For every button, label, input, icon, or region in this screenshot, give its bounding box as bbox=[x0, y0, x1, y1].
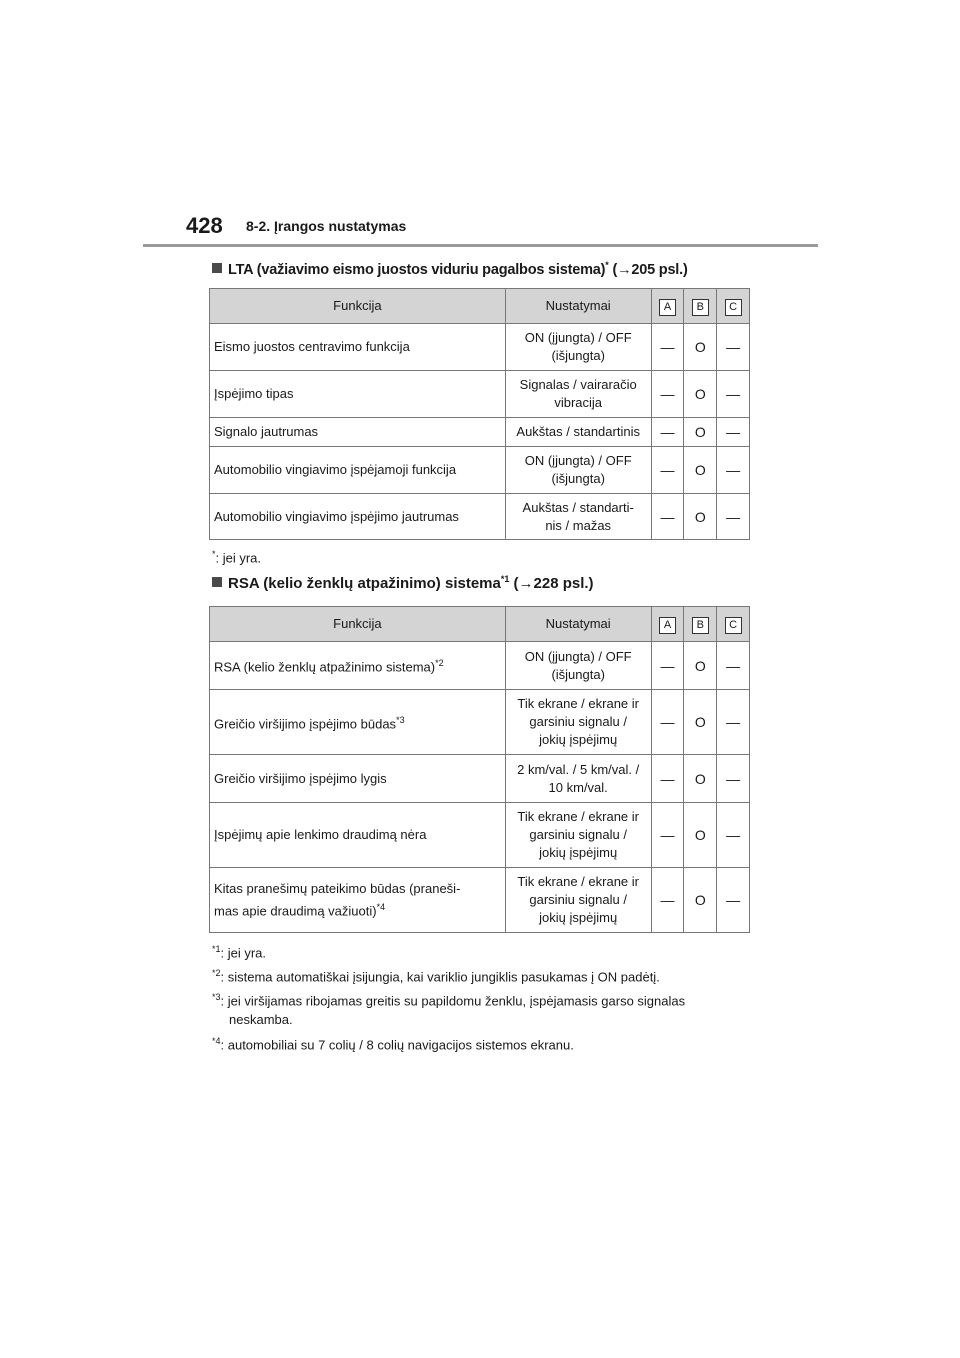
table-row bbox=[210, 868, 750, 933]
rsa-settings-table bbox=[209, 606, 750, 933]
row-mark-b: O bbox=[684, 447, 717, 494]
letter-c-icon: C bbox=[725, 299, 742, 316]
settings-line: ON (įjungta) / OFF bbox=[524, 648, 632, 664]
row-mark-c: — bbox=[717, 324, 750, 371]
lta-heading bbox=[212, 260, 688, 278]
row-settings: Aukštas / standartinis bbox=[505, 418, 651, 447]
table-row bbox=[210, 803, 750, 868]
row-settings bbox=[505, 324, 651, 371]
table-row bbox=[210, 324, 750, 371]
footnote-marker: *4 bbox=[212, 1036, 221, 1046]
settings-line: garsiniu signalu / bbox=[529, 827, 627, 842]
row-mark-b: O bbox=[684, 803, 717, 868]
row-function bbox=[210, 868, 506, 933]
rsa-heading-ref: (→228 psl.) bbox=[509, 575, 594, 592]
table-row bbox=[210, 755, 750, 803]
row-mark-c: — bbox=[717, 868, 750, 933]
row-mark-a: — bbox=[651, 755, 684, 803]
settings-line: jokių įspėjimų bbox=[539, 845, 618, 860]
column-header-c bbox=[717, 289, 750, 324]
lta-footnote bbox=[212, 545, 261, 567]
footnote-text: : jei yra. bbox=[215, 550, 262, 566]
function-text: Greičio viršijimo įspėjimo būdas bbox=[214, 716, 397, 732]
column-header-b bbox=[684, 289, 717, 324]
column-header-settings: Nustatymai bbox=[505, 289, 651, 324]
footnote-marker: *4 bbox=[376, 901, 386, 912]
settings-line: Tik ekrane / ekrane ir bbox=[517, 874, 639, 889]
row-mark-c: — bbox=[717, 371, 750, 418]
letter-b-icon: B bbox=[692, 299, 709, 316]
row-mark-b: O bbox=[684, 494, 717, 540]
row-mark-b: O bbox=[684, 868, 717, 933]
row-settings bbox=[505, 371, 651, 418]
rsa-footnote-3 bbox=[212, 988, 685, 1029]
letter-c-icon: C bbox=[725, 617, 742, 634]
row-mark-c: — bbox=[717, 418, 750, 447]
table-row bbox=[210, 371, 750, 418]
settings-line: Aukštas / standarti- bbox=[522, 499, 634, 515]
row-mark-a: — bbox=[651, 418, 684, 447]
settings-line: Signalas / vairaračio bbox=[519, 377, 637, 392]
settings-line: Tik ekrane / ekrane ir bbox=[517, 696, 639, 711]
settings-line: (išjungta) bbox=[551, 471, 605, 486]
row-mark-c: — bbox=[717, 494, 750, 540]
lta-settings-table bbox=[209, 288, 750, 540]
function-text: Kitas pranešimų pateikimo būdas (praneši- bbox=[214, 880, 461, 896]
row-function: Automobilio vingiavimo įspėjamoji funkcija bbox=[210, 447, 506, 494]
row-mark-c: — bbox=[717, 690, 750, 755]
row-function: Įspėjimo tipas bbox=[210, 371, 506, 418]
rsa-footnote-4 bbox=[212, 1032, 574, 1054]
settings-line: ON (įjungta) / OFF bbox=[524, 453, 632, 468]
letter-b-icon: B bbox=[692, 617, 709, 634]
lta-heading-sup: * bbox=[605, 260, 609, 270]
row-mark-a: — bbox=[651, 494, 684, 540]
page-number: 428 bbox=[186, 213, 223, 238]
footnote-marker: * bbox=[212, 549, 216, 559]
row-mark-c: — bbox=[717, 755, 750, 803]
row-mark-a: — bbox=[651, 642, 684, 690]
row-settings bbox=[505, 868, 651, 933]
row-mark-a: — bbox=[651, 324, 684, 371]
settings-line: jokių įspėjimų bbox=[539, 910, 618, 925]
row-mark-a: — bbox=[651, 371, 684, 418]
row-settings bbox=[505, 642, 651, 690]
row-mark-a: — bbox=[651, 447, 684, 494]
page-header bbox=[0, 0, 960, 250]
row-settings bbox=[505, 494, 651, 540]
header-rule bbox=[143, 244, 818, 247]
column-header-b bbox=[684, 607, 717, 642]
row-function: Automobilio vingiavimo įspėjimo jautrumas bbox=[210, 494, 506, 540]
footnote-text: : sistema automatiškai įsijungia, kai variklio jungiklis pasukamas į ON padėtį. bbox=[220, 969, 660, 985]
letter-a-icon: A bbox=[659, 299, 676, 316]
settings-line: vibracija bbox=[554, 395, 603, 410]
function-text: mas apie draudimą važiuoti) bbox=[214, 903, 377, 919]
settings-line: ON (įjungta) / OFF bbox=[524, 330, 632, 345]
row-settings bbox=[505, 755, 651, 803]
row-mark-b: O bbox=[684, 371, 717, 418]
settings-line: (išjungta) bbox=[551, 666, 605, 682]
row-function bbox=[210, 642, 506, 690]
row-mark-b: O bbox=[684, 324, 717, 371]
footnote-marker: *2 bbox=[212, 968, 221, 978]
square-bullet-icon bbox=[212, 263, 222, 273]
table-header-row bbox=[210, 289, 750, 324]
row-mark-c: — bbox=[717, 642, 750, 690]
row-mark-a: — bbox=[651, 690, 684, 755]
table-row bbox=[210, 418, 750, 447]
lta-heading-text: LTA (važiavimo eismo juostos viduriu pagalbos sistema) bbox=[228, 261, 606, 278]
rsa-footnote-1 bbox=[212, 940, 266, 962]
letter-a-icon: A bbox=[659, 617, 676, 634]
row-function: Eismo juostos centravimo funkcija bbox=[210, 324, 506, 371]
settings-line: garsiniu signalu / bbox=[529, 892, 627, 907]
row-function bbox=[210, 690, 506, 755]
settings-line: garsiniu signalu / bbox=[529, 714, 627, 729]
column-header-function: Funkcija bbox=[210, 607, 506, 642]
row-mark-b: O bbox=[684, 690, 717, 755]
table-row bbox=[210, 690, 750, 755]
column-header-a bbox=[651, 607, 684, 642]
settings-line: 2 km/val. / 5 km/val. / bbox=[517, 761, 640, 777]
table-row bbox=[210, 447, 750, 494]
settings-line: nis / mažas bbox=[545, 517, 612, 533]
settings-line: (išjungta) bbox=[551, 348, 605, 363]
function-text: RSA (kelio ženklų atpažinimo sistema) bbox=[214, 659, 436, 675]
row-mark-a: — bbox=[651, 803, 684, 868]
settings-line: 10 km/val. bbox=[548, 779, 608, 795]
rsa-footnote-2 bbox=[212, 964, 660, 986]
settings-line: Tik ekrane / ekrane ir bbox=[517, 809, 639, 824]
footnote-text: : automobiliai su 7 colių / 8 colių navigacijos sistemos ekranu. bbox=[220, 1037, 574, 1053]
table-header-row bbox=[210, 607, 750, 642]
square-bullet-icon bbox=[212, 577, 222, 587]
rsa-heading-sup: *1 bbox=[500, 574, 510, 584]
row-settings bbox=[505, 447, 651, 494]
footnote-text: : jei viršijamas ribojamas greitis su papildomu ženklu, įspėjamasis garso signalas bbox=[220, 993, 686, 1009]
column-header-function: Funkcija bbox=[210, 289, 506, 324]
footnote-marker: *3 bbox=[396, 714, 405, 725]
section-label: 8-2. Įrangos nustatymas bbox=[246, 218, 407, 234]
function-text: Įspėjimų apie lenkimo draudimą nėra bbox=[214, 827, 427, 842]
row-function bbox=[210, 755, 506, 803]
settings-line: jokių įspėjimų bbox=[539, 732, 618, 747]
function-text: Greičio viršijimo įspėjimo lygis bbox=[214, 770, 387, 786]
row-mark-c: — bbox=[717, 803, 750, 868]
table-row bbox=[210, 494, 750, 540]
footnote-marker: *3 bbox=[212, 992, 221, 1002]
rsa-heading-text: RSA (kelio ženklų atpažinimo) sistema bbox=[228, 575, 501, 592]
footnote-text: neskamba. bbox=[229, 1012, 293, 1028]
row-mark-b: O bbox=[684, 642, 717, 690]
table-row bbox=[210, 642, 750, 690]
row-mark-a: — bbox=[651, 868, 684, 933]
column-header-settings: Nustatymai bbox=[505, 607, 651, 642]
row-settings bbox=[505, 803, 651, 868]
lta-heading-ref: (→205 psl.) bbox=[608, 261, 688, 278]
column-header-a bbox=[651, 289, 684, 324]
footnote-text: : jei yra. bbox=[220, 945, 267, 961]
row-function: Signalo jautrumas bbox=[210, 418, 506, 447]
row-mark-b: O bbox=[684, 755, 717, 803]
rsa-heading bbox=[212, 574, 594, 592]
footnote-marker: *1 bbox=[212, 944, 221, 954]
row-mark-c: — bbox=[717, 447, 750, 494]
row-function bbox=[210, 803, 506, 868]
column-header-c bbox=[717, 607, 750, 642]
row-settings bbox=[505, 690, 651, 755]
footnote-marker: *2 bbox=[435, 658, 444, 669]
row-mark-b: O bbox=[684, 418, 717, 447]
